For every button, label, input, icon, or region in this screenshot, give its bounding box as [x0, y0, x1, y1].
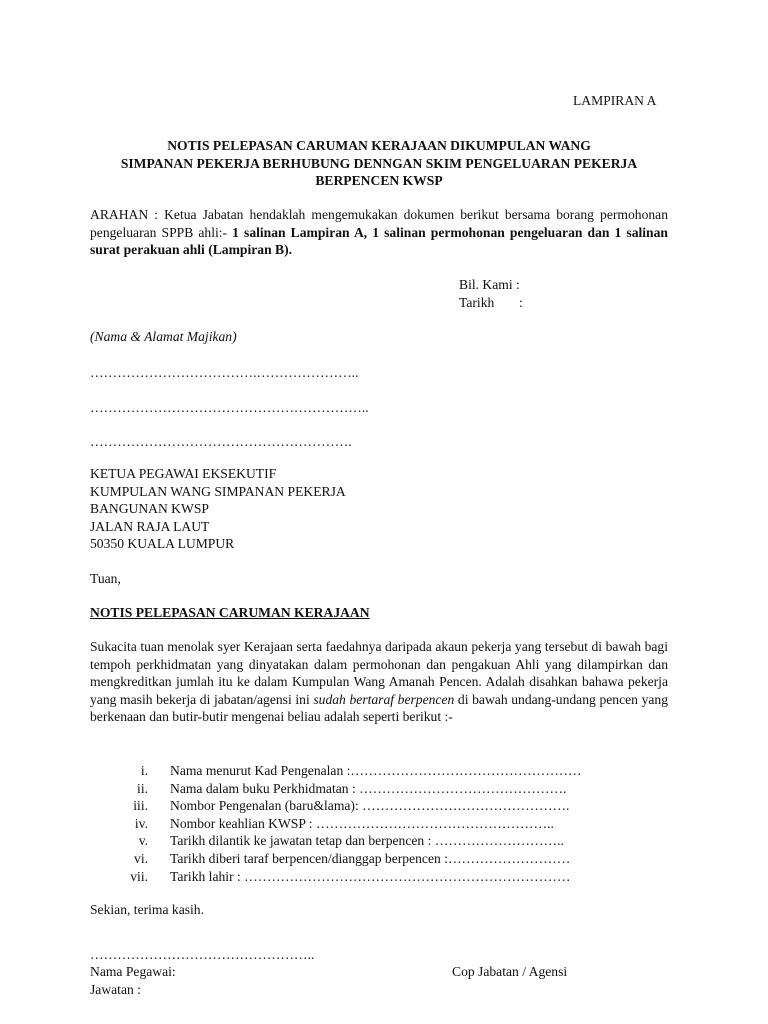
list-item	[90, 762, 668, 780]
list-item-number: iii.	[133, 798, 148, 814]
list-item-number: ii.	[137, 780, 148, 796]
ref-number-row	[459, 276, 523, 294]
signature-block	[90, 963, 176, 998]
document-title	[90, 137, 668, 190]
position-label: Jawatan :	[90, 981, 141, 997]
date-label: Tarikh	[459, 294, 495, 310]
recipient-line-5: 50350 KUALA LUMPUR	[90, 536, 235, 552]
instruction-text: ARAHAN : Ketua Jabatan hendaklah mengemukakan dokumen berikut bersama borang permohonan pengeluaran SPPB ahli:-	[90, 207, 668, 240]
greeting: Tuan,	[90, 571, 121, 586]
list-item-text: Nama menurut Kad Pengenalan :……………………………………………	[170, 763, 582, 778]
title-line-1: NOTIS PELEPASAN CARUMAN KERAJAAN DIKUMPULAN WANG	[167, 138, 591, 153]
body-italic-text: sudah bertaraf berpencen	[313, 691, 455, 707]
reference-block	[459, 276, 523, 311]
recipient-line-2: KUMPULAN WANG SIMPANAN PEKERJA	[90, 483, 346, 499]
employer-label: (Nama & Alamat Majikan)	[90, 329, 237, 344]
body-text-1: Sukacita tuan menolak syer Kerajaan serta faedahnya daripada akaun pekerja yang tersebut di bawah bagi tempoh perkhidmatan yang dinyatakan dalam permohonan dan pengakuan Ahli yang dilampirkan dan mengkreditkan jumlah itu ke dalam Kumpulan Wang Amanah Pencen. Adalah disahkan bahawa pekerja yang masih bekerja di jabatan/agensi ini	[90, 639, 668, 707]
signature-line: …………………………………………..	[90, 947, 315, 962]
recipient-line-3: BANGUNAN KWSP	[90, 501, 209, 517]
list-item	[90, 850, 668, 868]
date-colon: :	[519, 294, 523, 310]
list-item-number: iv.	[134, 815, 148, 831]
title-line-2: SIMPANAN PEKERJA BERHUBUNG DENNGAN SKIM PENGELUARAN PEKERJA	[120, 155, 638, 171]
recipient-address	[90, 465, 346, 553]
list-item-number: v.	[138, 833, 148, 849]
subject-heading: NOTIS PELEPASAN CARUMAN KERAJAAN	[90, 605, 370, 620]
appendix-label: LAMPIRAN A	[573, 93, 657, 108]
closing-text: Sekian, terima kasih.	[90, 902, 205, 917]
employer-line-3: ………………………………………………….	[90, 434, 352, 449]
instruction-bold-text: 1 salinan Lampiran A, 1 salinan permohonan pengeluaran dan 1 salinan surat perakuan ahli (Lampiran B).	[90, 224, 668, 258]
instruction-paragraph	[90, 206, 668, 259]
list-item	[90, 780, 668, 798]
list-item	[90, 868, 668, 886]
recipient-line-4: JALAN RAJA LAUT	[90, 518, 210, 534]
list-item	[90, 832, 668, 850]
list-item-number: vii.	[130, 868, 148, 884]
employer-line-2: ……………………………………………………..	[90, 400, 369, 415]
list-item-text: Tarikh diberi taraf berpencen/dianggap berpencen :………………………	[170, 850, 571, 866]
ref-number-label: Bil. Kami :	[459, 277, 520, 292]
list-item-text: Nama dalam buku Perkhidmatan : ……………………………………….	[170, 780, 567, 796]
recipient-line-1: KETUA PEGAWAI EKSEKUTIF	[90, 466, 277, 481]
date-row	[459, 294, 523, 312]
list-item-text: Nombor Pengenalan (baru&lama): ……………………………………….	[170, 798, 570, 814]
list-item-text: Tarikh dilantik ke jawatan tetap dan berpencen : ………………………..	[170, 833, 564, 849]
list-item-text: Tarikh lahir : ………………………………………………………………	[170, 868, 571, 884]
body-text-2: di bawah undang-undang pencen yang berkenaan dan butir-butir mengenai beliau adalah seperti berikut :-	[90, 691, 668, 725]
list-item	[90, 815, 668, 833]
stamp-label: Cop Jabatan / Agensi	[452, 964, 568, 979]
body-paragraph	[90, 638, 668, 726]
list-item	[90, 797, 668, 815]
employer-line-1: ……………………………….…………………..	[90, 365, 359, 380]
officer-name-label: Nama Pegawai:	[90, 964, 176, 979]
title-line-3: BERPENCEN KWSP	[315, 173, 443, 189]
list-item-number: vi.	[134, 850, 148, 866]
details-list	[90, 762, 668, 885]
list-item-text: Nombor keahlian KWSP : ……………………………………………..	[170, 815, 554, 831]
list-item-number: i.	[140, 763, 148, 778]
